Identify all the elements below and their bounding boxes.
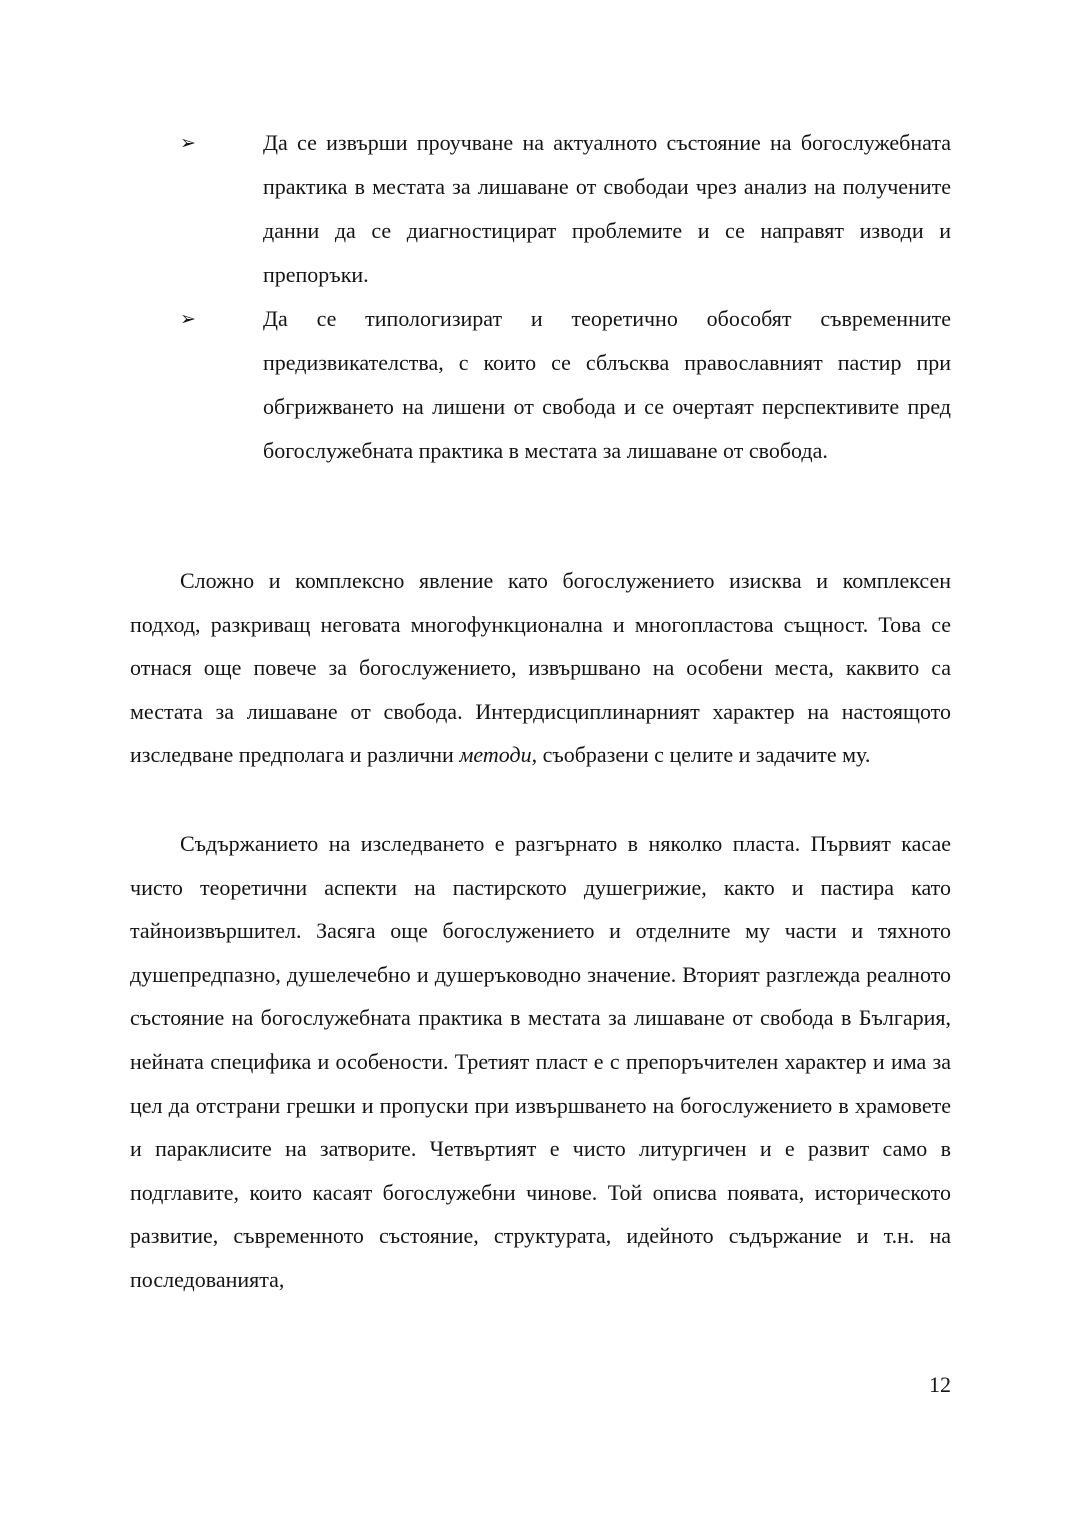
list-item xyxy=(130,121,951,297)
objectives-list xyxy=(130,121,951,473)
paragraph-text-end: , съобразени с целите и задачите му. xyxy=(531,742,871,768)
page-number: 12 xyxy=(929,1372,951,1397)
list-item xyxy=(130,297,951,473)
emphasized-term: методи xyxy=(459,742,532,768)
list-item-text: Да се типологизират и теоретично обособят съвременните предизвикателства, с които се сблъсква православният пастир при обгрижването на лишени от свобода и се очертаят перспективите пред богослужебната практика в местата за лишаване от свобода. xyxy=(263,306,951,463)
methods-paragraph xyxy=(130,559,951,777)
paragraph-text: Сложно и комплексно явление като богослужението изисква и комплексен подход, разкриващ неговата многофункционална и многопластова същност. Това се отнася още повече за богослужението, извършвано на особени места, каквито са местата за лишаване от свобода. Интердисциплинарният характер на настоящото изследване предполага и различни xyxy=(130,568,951,768)
content-paragraph: Съдържанието на изследването е разгърнато в няколко пласта. Първият касае чисто теоретични аспекти на пастирското душегрижие, както и пастира като тайноизвършител. Засяга още богослужението и отделните му части и тяхното душепредпазно, душелечебно и душеръководно значение. Вторият разглежда реалното състояние на богослужебната практика в местата за лишаване от свобода в България, нейната специфика и особености. Третият пласт е с препоръчителен характер и има за цел да отстрани грешки и пропуски при извършването на богослужението в храмовете и параклисите на затворите. Четвъртият е чисто литургичен и е развит само в подглавите, които касаят богослужебни чинове. Той описва появата, историческото развитие, съвременното състояние, структурата, идейното съдържание и т.н. на последованията, xyxy=(130,831,951,1292)
list-item-text: Да се извърши проучване на актуалното състояние на богослужебната практика в местата за лишаване от свободаи чрез анализ на получените данни да се диагностицират проблемите и се направят изводи и препоръки. xyxy=(263,130,951,287)
arrowhead-bullet-icon: ➢ xyxy=(180,308,196,330)
arrowhead-bullet-icon: ➢ xyxy=(180,132,196,154)
